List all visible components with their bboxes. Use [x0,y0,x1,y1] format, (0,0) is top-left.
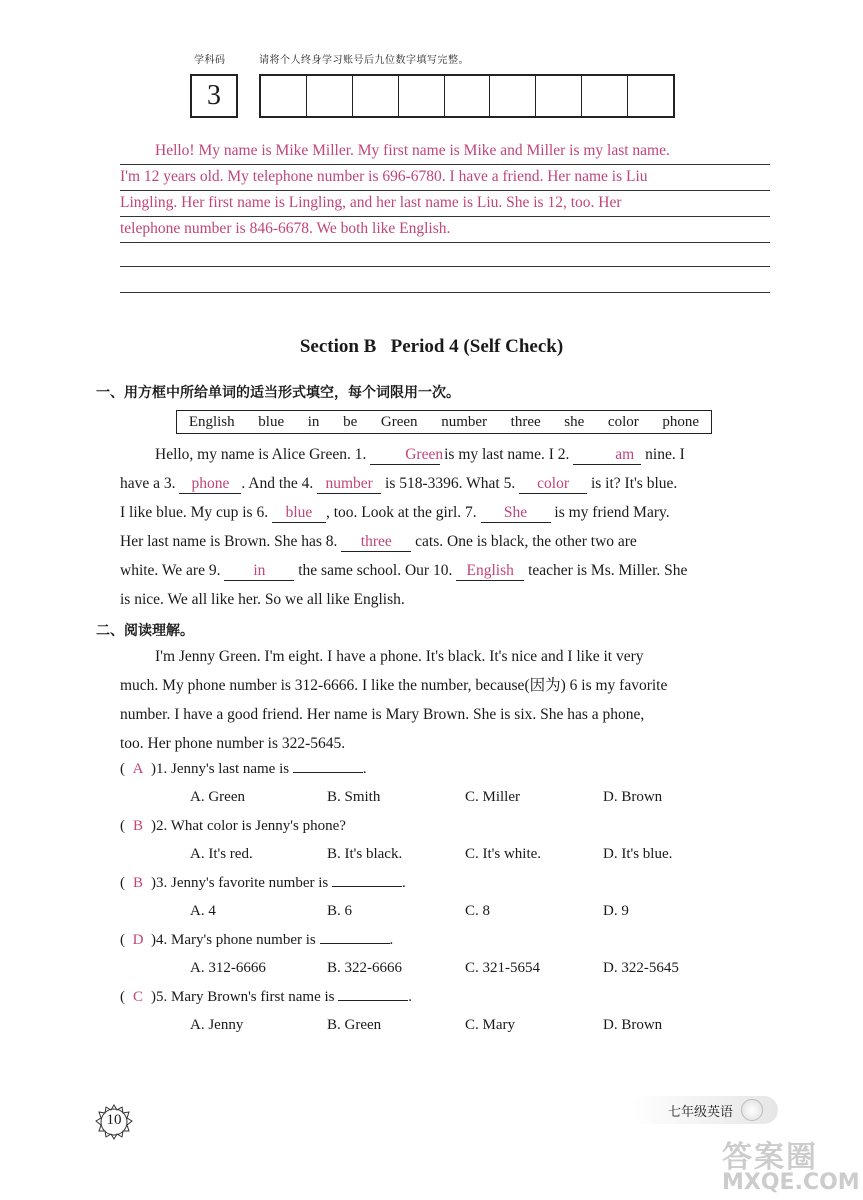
digit-cell[interactable] [353,76,399,116]
question-stem: )3. Jenny's favorite number is [151,875,332,891]
option[interactable]: C. It's white. [465,846,542,862]
question-end: . [402,875,406,891]
cloze-blank[interactable]: She [481,504,551,523]
account-instruction: 请将个人终身学习账号后九位数字填写完整。 [259,55,469,66]
cloze-text: cats. One is black, the other two are [411,533,637,550]
digit-cell[interactable] [582,76,628,116]
word-bank-item: be [343,413,358,430]
option[interactable]: B. 322-6666 [327,960,402,976]
reading-passage [120,642,770,758]
answer-paren: ( [120,818,125,834]
word-bank [176,410,712,434]
cloze-text: nine. I [641,446,685,463]
option[interactable]: B. 6 [327,903,353,919]
digit-cell[interactable] [628,76,673,116]
answer-blank [338,1000,408,1001]
subject-code-label: 学科码 [194,55,226,66]
option[interactable]: A. Green [190,789,245,805]
option[interactable]: A. 4 [190,903,216,919]
digit-cell[interactable] [261,76,307,116]
answer-paren: ( [120,875,125,891]
word-bank-item: in [307,413,320,430]
passage-line: I'm Jenny Green. I'm eight. I have a phone. It's black. It's nice and I like it very [155,648,644,665]
passage-line: much. My phone number is 312-6666. I like the number, because(因为) 6 is my favorite [120,677,668,694]
cloze-text: . And the 4. [241,475,318,492]
question-row [120,818,346,835]
answer-blank [293,772,363,773]
cloze-text: teacher is Ms. Miller. She [524,562,688,579]
section-title: Section B Period 4 (Self Check) [299,336,564,357]
option[interactable]: C. 8 [465,903,491,919]
book-label [628,1096,778,1124]
cloze-blank[interactable]: English [456,562,524,581]
cloze-blank[interactable]: three [341,533,411,552]
answer-paren: ( [120,761,125,777]
cloze-text: the same school. Our 10. [294,562,457,579]
cloze-line [120,556,770,585]
question-end: . [362,761,367,777]
word-bank-item: phone [662,413,700,430]
cloze-text: is nice. We all like her. So we all like English. [120,591,405,608]
question-row [120,989,412,1006]
answer-mark[interactable]: C [132,989,143,1005]
answer-mark[interactable]: A [132,761,144,777]
word-bank-item: Green [380,413,418,430]
digit-cell[interactable] [399,76,445,116]
watermark-top: 答案圈 [722,1140,818,1175]
account-digit-boxes[interactable] [259,74,675,118]
digit-cell[interactable] [307,76,353,116]
cloze-blank[interactable]: in [224,562,294,581]
word-bank-item: English [188,413,235,430]
answer-mark[interactable]: B [132,875,143,891]
cloze-text: Hello, my name is Alice Green. 1. [155,446,371,463]
option[interactable]: D. 9 [603,903,629,919]
watermark-bottom: MXQE.COM [722,1170,860,1195]
question-row [120,875,406,892]
option[interactable]: D. It's blue. [603,846,673,862]
part1-heading: 一、用方框中所给单词的适当形式填空，每个词限用一次。 [96,385,460,401]
cloze-blank[interactable]: phone [179,475,241,494]
cloze-line [120,585,770,614]
option[interactable]: D. Brown [603,1017,663,1033]
cloze-line [120,469,770,498]
writing-line: I'm 12 years old. My telephone number is 696-6780. I have a friend. Her name is Liu [120,164,770,191]
page-number: 10 [106,1112,122,1128]
option[interactable]: D. 322-5645 [603,960,679,976]
answer-paren: ( [120,989,125,1005]
cloze-line [120,527,770,556]
cloze-text: is my last name. I 2. [440,446,574,463]
digit-cell[interactable] [490,76,536,116]
cloze-text: I like blue. My cup is 6. [120,504,272,521]
option[interactable]: B. It's black. [327,846,403,862]
watermark [722,1132,860,1195]
question-stem: )4. Mary's phone number is [151,932,320,948]
cloze-blank[interactable]: color [519,475,587,494]
option[interactable]: D. Brown [603,789,663,805]
cloze-text: white. We are 9. [120,562,225,579]
answer-mark[interactable]: D [132,932,144,948]
cloze-text: is my friend Mary. [550,504,670,521]
page-number-badge [94,1102,134,1142]
cloze-blank[interactable]: Green [370,446,440,465]
writing-line: Lingling. Her first name is Lingling, and her last name is Liu. She is 12, too. Her [120,190,770,217]
option[interactable]: C. Miller [465,789,520,805]
digit-cell[interactable] [536,76,582,116]
question-row [120,761,367,778]
subject-code-value: 3 [207,80,221,111]
decor-circle-icon [741,1099,763,1121]
cloze-text: , too. Look at the girl. 7. [325,504,481,521]
passage-line: too. Her phone number is 322-5645. [120,735,346,752]
writing-line: telephone number is 846-6678. We both like English. [120,216,770,243]
question-stem: )2. What color is Jenny's phone? [151,818,346,834]
answer-mark[interactable]: B [132,818,143,834]
answer-paren: ( [120,932,125,948]
cloze-passage [120,440,770,614]
question-stem: )5. Mary Brown's first name is [151,989,339,1005]
writing-line[interactable] [120,244,770,267]
subject-code-box [190,74,238,118]
option[interactable]: B. Smith [327,789,381,805]
option[interactable]: C. 321-5654 [465,960,540,976]
word-bank-item: number [441,413,488,430]
writing-line: Hello! My name is Mike Miller. My first name is Mike and Miller is my last name. [120,138,770,165]
question-end: . [389,932,394,948]
answer-blank [320,943,390,944]
question-row [120,932,393,949]
word-bank-item: she [564,413,585,430]
book-label-text: 七年级英语 [668,1104,734,1120]
cloze-blank[interactable]: blue [272,504,326,523]
part2-heading: 二、阅读理解。 [96,623,194,639]
cloze-text: Her last name is Brown. She has 8. [120,533,342,550]
cloze-blank[interactable]: number [317,475,381,494]
word-bank-item: three [510,413,541,430]
cloze-text: is it? It's blue. [587,475,678,492]
cloze-line [120,440,770,469]
question-end: . [408,989,413,1005]
answer-blank [332,886,402,887]
cloze-blank[interactable]: am [573,446,641,465]
cloze-line [120,498,770,527]
option[interactable]: A. Jenny [190,1017,244,1033]
option[interactable]: A. It's red. [190,846,253,862]
word-bank-item: color [607,413,639,430]
cloze-text: have a 3. [120,475,180,492]
question-stem: )1. Jenny's last name is [151,761,293,777]
option[interactable]: A. 312-6666 [190,960,266,976]
option[interactable]: B. Green [327,1017,382,1033]
passage-line: number. I have a good friend. Her name is Mary Brown. She is six. She has a phone, [120,706,645,723]
cloze-text: is 518-3396. What 5. [381,475,520,492]
word-bank-item: blue [258,413,285,430]
option[interactable]: C. Mary [465,1017,515,1033]
writing-line[interactable] [120,270,770,293]
digit-cell[interactable] [445,76,491,116]
